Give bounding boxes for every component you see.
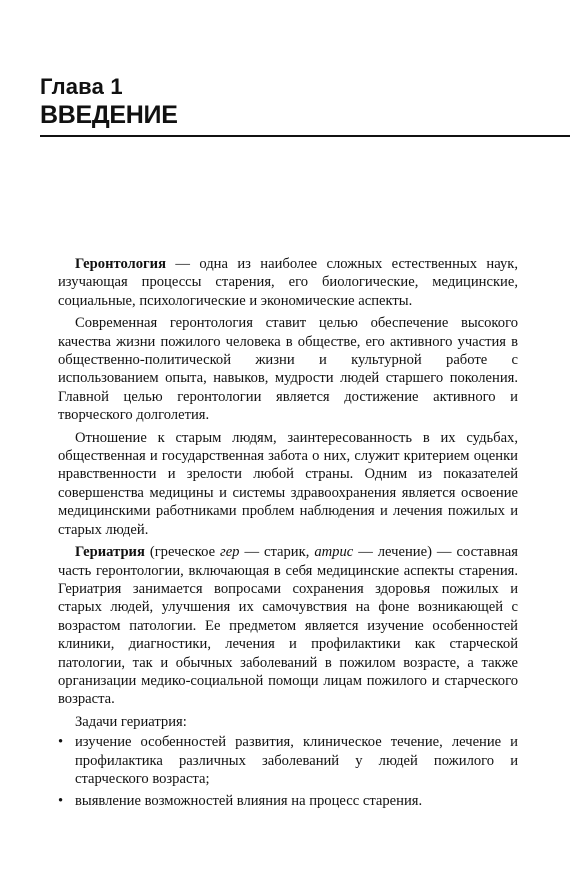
paragraph-geriatrics (58, 543, 518, 709)
term-geriatrics: Гериатрия (75, 544, 145, 561)
etymology-word: гер (220, 544, 240, 561)
term-gerontology: Геронтология (75, 256, 166, 272)
body-text (58, 255, 518, 815)
chapter-heading (40, 74, 178, 130)
list-item (58, 792, 518, 810)
tasks-heading (58, 713, 518, 731)
list-item-text: изучение особенностей развития, клиническое течение, лечение и профилактика различных заболеваний у людей пожилого и старческого возраста; (75, 734, 518, 787)
heading-rule (40, 135, 570, 137)
chapter-title: ВВЕДЕНИЕ (40, 101, 178, 129)
paragraph-text: Задачи гериатрия: (75, 713, 187, 730)
etymology-word: атрис (314, 544, 354, 561)
bullet-icon: • (58, 734, 64, 751)
bullet-icon: • (58, 793, 64, 810)
list-item-text: выявление возможностей влияния на процесс старения. (75, 793, 423, 810)
paragraph-text: Современная геронтология ставит целью обеспечение высокого качества жизни пожилого человека в обществе, его активного участия в общественно-политической жизни и культурной работе с использованием опыта, навыков, мудрости людей старшего поколения. Главной целью геронтологии является достижение активного и творческого долголетия. (58, 315, 518, 424)
tasks-list (58, 733, 518, 811)
paragraph-text: — старик, (239, 544, 315, 561)
paragraph-attitude (58, 429, 518, 539)
paragraph-text: — одна из наиболее сложных естественных наук, изучающая процессы старения, его биологические, медицинские, социальные, психологические и экономические аспекты. (58, 256, 518, 309)
list-item (58, 733, 518, 788)
chapter-number: Глава 1 (40, 74, 123, 99)
paragraph-modern-gerontology (58, 314, 518, 424)
paragraph-text: (греческое (144, 544, 221, 561)
paragraph-text: Отношение к старым людям, заинтересованность в их судьбах, общественная и государственная забота о них, служит критерием оценки нравственности и зрелости любой страны. Одним из показателей совершенства медицины и системы здравоохранения является освоение медицинскими работниками проблем наблюдения и лечения пожилых и старых людей. (58, 429, 518, 538)
paragraph-gerontology (58, 255, 518, 310)
paragraph-text: — лечение) — составная часть геронтологии, включающая в себя медицинские аспекты старения. Гериатрия занимается вопросами сохранения здоровья пожилых и старых людей, улучшения их самочувствия на фоне возникающей с возрастом патологии. Ее предметом является изучение особенностей клиники, диагностики, лечения и профилактики как старческой патологии, так и обычных заболеваний в пожилом возрасте, а также организации медико-социальной помощи лицам пожилого и старческого возраста. (58, 544, 518, 708)
